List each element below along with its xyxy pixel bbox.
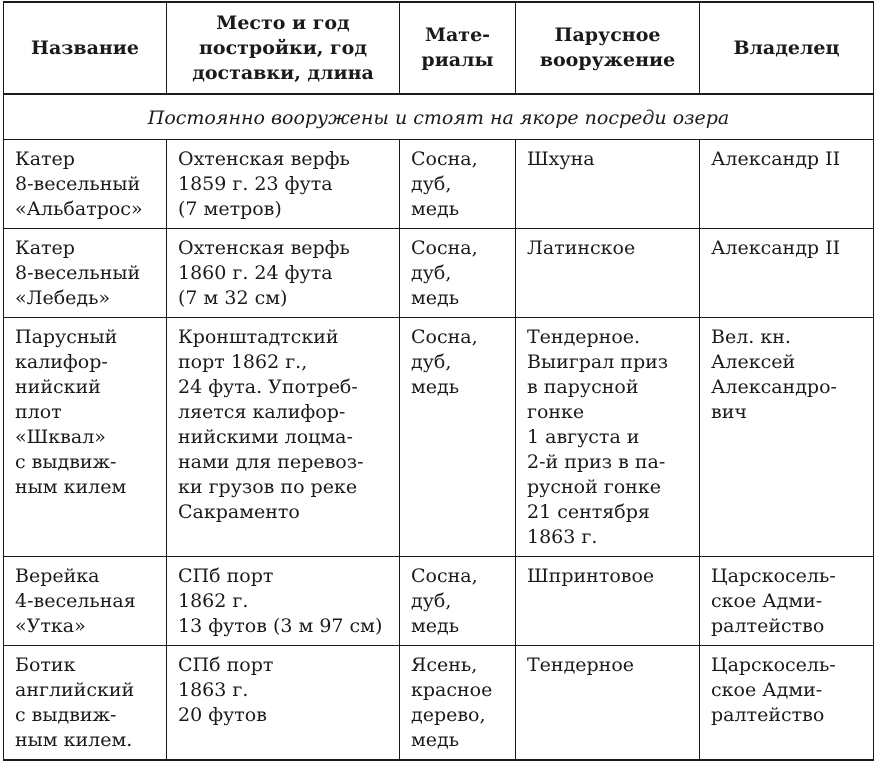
- cell-rigging: Тендерное. Выиграл приз в парусной гонке 1 августа и 2-й приз в па- русной гонке 21 сентября 1863 г.: [516, 318, 700, 557]
- header-owner: Владелец: [700, 2, 874, 94]
- cell-place-year: СПб порт 1862 г. 13 футов (3 м 97 см): [167, 557, 400, 646]
- cell-owner: Александр II: [700, 140, 874, 229]
- header-place-year: Место и год постройки, год доставки, длина: [167, 2, 400, 94]
- cell-materials: Сосна, дуб, медь: [400, 140, 516, 229]
- cell-place-year: Охтенская верфь 1860 г. 24 фута (7 м 32 см): [167, 229, 400, 318]
- header-name: Название: [4, 2, 167, 94]
- header-rigging: Парусное вооружение: [516, 2, 700, 94]
- vessel-table: [3, 1, 874, 761]
- table-row: [4, 646, 874, 761]
- table-row: [4, 557, 874, 646]
- cell-materials: Сосна, дуб, медь: [400, 229, 516, 318]
- cell-rigging: Латинское: [516, 229, 700, 318]
- section-row: [4, 94, 874, 140]
- cell-materials: Ясень, красное дерево, медь: [400, 646, 516, 761]
- cell-materials: Сосна, дуб, медь: [400, 318, 516, 557]
- cell-place-year: Кронштадтский порт 1862 г., 24 фута. Употреб- ляется калифор- нийскими лоцма- нами для перевоз- ки грузов по реке Сакраменто: [167, 318, 400, 557]
- cell-name: Катер 8-весельный «Лебедь»: [4, 229, 167, 318]
- header-materials: Мате- риалы: [400, 2, 516, 94]
- cell-owner: Вел. кн. Алексей Александро- вич: [700, 318, 874, 557]
- table-row: [4, 140, 874, 229]
- cell-name: Верейка 4-весельная «Утка»: [4, 557, 167, 646]
- cell-rigging: Шхуна: [516, 140, 700, 229]
- cell-place-year: СПб порт 1863 г. 20 футов: [167, 646, 400, 761]
- cell-name: Парусный калифор- нийский плот «Шквал» с выдвиж- ным килем: [4, 318, 167, 557]
- cell-rigging: Тендерное: [516, 646, 700, 761]
- table-row: [4, 229, 874, 318]
- cell-owner: Царскосель- ское Адми- ралтейство: [700, 646, 874, 761]
- cell-place-year: Охтенская верфь 1859 г. 23 фута (7 метров): [167, 140, 400, 229]
- cell-name: Ботик английский с выдвиж- ным килем.: [4, 646, 167, 761]
- section-title: Постоянно вооружены и стоят на якоре посреди озера: [4, 94, 874, 140]
- cell-owner: Царскосель- ское Адми- ралтейство: [700, 557, 874, 646]
- cell-name: Катер 8-весельный «Альбатрос»: [4, 140, 167, 229]
- cell-rigging: Шпринтовое: [516, 557, 700, 646]
- cell-owner: Александр II: [700, 229, 874, 318]
- header-row: [4, 2, 874, 94]
- cell-materials: Сосна, дуб, медь: [400, 557, 516, 646]
- table-row: [4, 318, 874, 557]
